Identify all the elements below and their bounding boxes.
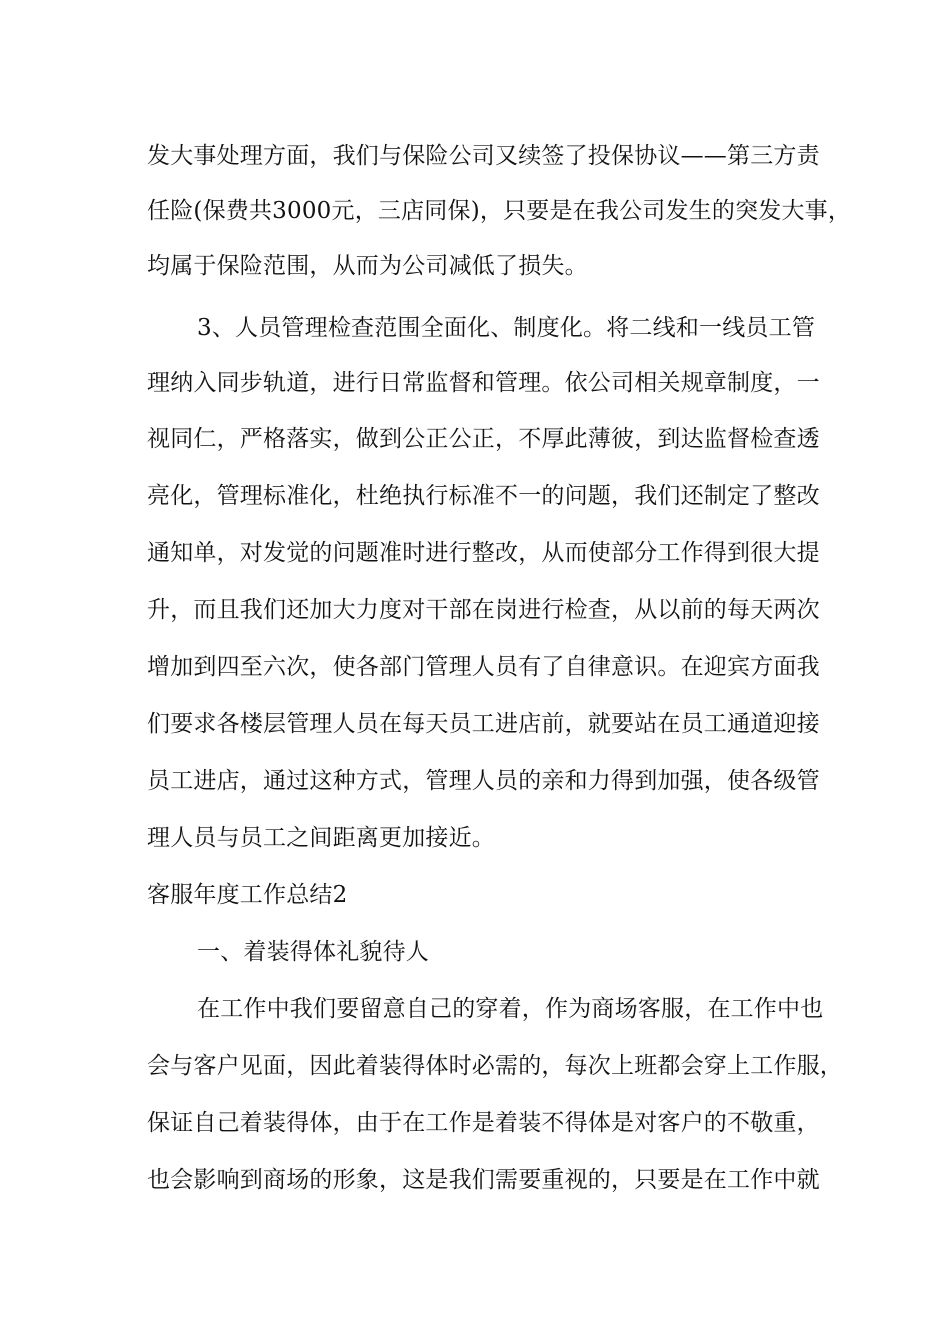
text-line: 升，而且我们还加大力度对干部在岗进行检查，从以前的每天两次 bbox=[147, 597, 820, 623]
text-line: 视同仁，严格落实，做到公正公正，不厚此薄彼，到达监督检查透 bbox=[147, 426, 820, 452]
text-line: 员工进店，通过这种方式，管理人员的亲和力得到加强，使各级管 bbox=[147, 768, 820, 794]
paragraph-start-line: 在工作中我们要留意自己的穿着，作为商场客服，在工作中也 bbox=[197, 996, 824, 1022]
text-line: 们要求各楼层管理人员在每天员工进店前，就要站在员工通道迎接 bbox=[147, 711, 820, 737]
text-line: 亮化，管理标准化，杜绝执行标准不一的问题，我们还制定了整改 bbox=[147, 483, 820, 509]
text-line: 会与客户见面，因此着装得体时必需的，每次上班都会穿上工作服， bbox=[147, 1053, 843, 1079]
text-line: 也会影响到商场的形象，这是我们需要重视的，只要是在工作中就 bbox=[147, 1167, 820, 1193]
subsection-heading: 一、着装得体礼貌待人 bbox=[197, 939, 429, 965]
section-title: 客服年度工作总结2 bbox=[147, 882, 348, 908]
text-line: 均属于保险范围，从而为公司减低了损失。 bbox=[147, 253, 588, 279]
text-line: 理人员与员工之间距离更加接近。 bbox=[147, 825, 495, 851]
text-line: 任险(保费共3000元，三店同保)，只要是在我公司发生的突发大事， bbox=[147, 198, 852, 224]
text-line: 保证自己着装得体，由于在工作是着装不得体是对客户的不敬重， bbox=[147, 1110, 820, 1136]
text-line: 理纳入同步轨道，进行日常监督和管理。依公司相关规章制度，一 bbox=[147, 370, 820, 396]
paragraph-start-line: 3、人员管理检查范围全面化、制度化。将二线和一线员工管 bbox=[197, 315, 816, 341]
text-line: 增加到四至六次，使各部门管理人员有了自律意识。在迎宾方面我 bbox=[147, 654, 820, 680]
text-line: 发大事处理方面，我们与保险公司又续签了投保协议——第三方责 bbox=[147, 143, 820, 169]
text-line: 通知单，对发觉的问题准时进行整改，从而使部分工作得到很大提 bbox=[147, 540, 820, 566]
